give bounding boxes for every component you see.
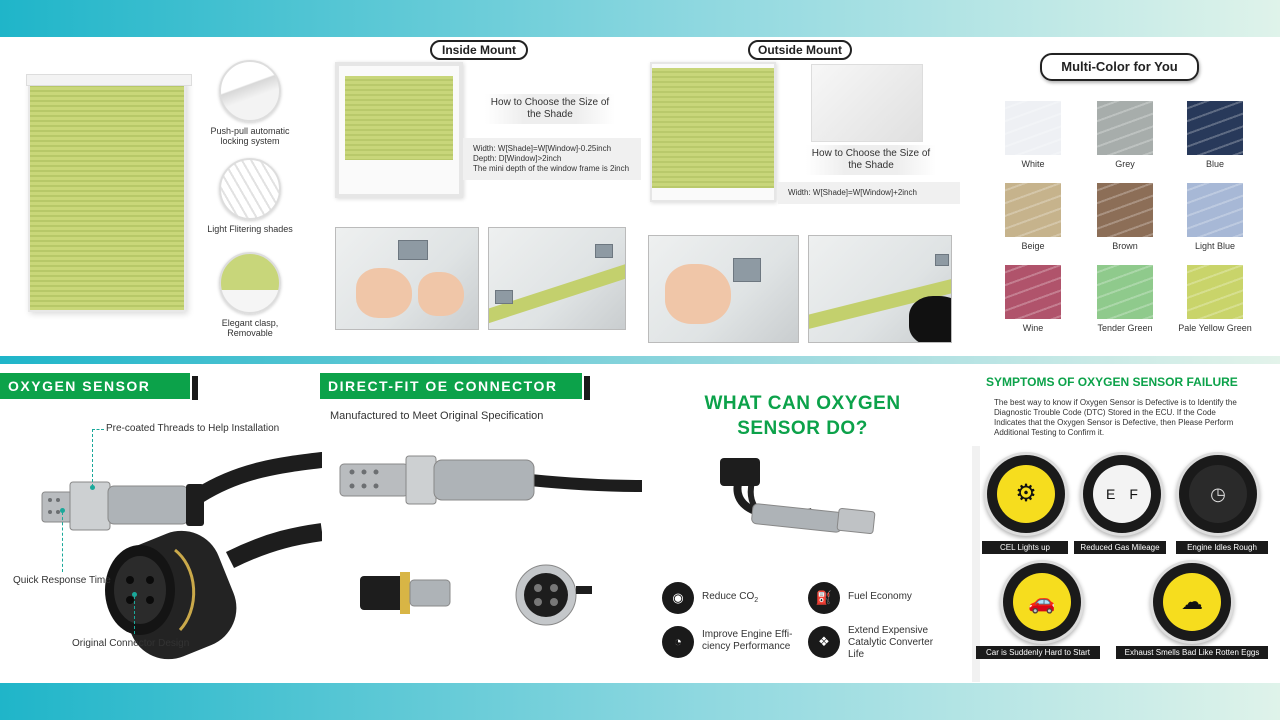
callout-dot <box>90 485 95 490</box>
catalytic-line2: Catalytic Converter <box>848 637 934 648</box>
co2-subscript: 2 <box>754 597 759 604</box>
callout-threads: Pre-coated Threads to Help Installation <box>106 423 280 434</box>
color-swatch-name: Blue <box>1205 159 1224 169</box>
callout-dot <box>60 508 65 513</box>
color-swatch <box>1097 183 1153 237</box>
direct-fit-illustration <box>330 440 642 650</box>
leader-line <box>92 429 104 430</box>
inside-formula <box>463 138 641 180</box>
color-swatch <box>1187 101 1243 155</box>
inside-shade <box>345 76 453 160</box>
callout-response: Quick Response Time <box>13 575 111 586</box>
inside-formula-note: The mini depth of the window frame is 2inch <box>473 164 630 173</box>
what-can-title-line2: SENSOR DO? <box>737 418 868 439</box>
direct-fit-tag: DIRECT-FIT OE CONNECTOR <box>320 373 582 399</box>
feature-light-filtering <box>200 158 300 234</box>
leader-line <box>92 429 93 487</box>
feature-label: Elegant clasp, Removable <box>221 318 279 338</box>
color-swatch <box>1097 265 1153 319</box>
color-swatch-name: Beige <box>1021 241 1045 251</box>
inside-howto: How to Choose the Size of the Shade <box>485 94 615 124</box>
color-swatch-name: Brown <box>1112 241 1138 251</box>
symptoms-description: The best way to know if Oxygen Sensor is Defective is to Identify the Diagnostic Trouble Code (DTC) Stored in the ECU. If the Code Indicates that the Oxygen Sensor is Defective, then Please Perform Additional Testing to Confirm it. <box>994 398 1237 437</box>
direct-fit-subtitle: Manufactured to Meet Original Specification <box>330 410 544 422</box>
bracket-closeup-photo <box>811 64 923 142</box>
color-swatch-name: Pale Yellow Green <box>1178 323 1252 333</box>
outside-mount-window <box>650 62 776 202</box>
color-swatch <box>1187 265 1243 319</box>
engine-efficiency-line2: ciency Performance <box>702 641 791 652</box>
tachometer-icon: ◷ <box>1176 452 1260 536</box>
converter-icon: ❖ <box>808 626 840 658</box>
color-swatch-name: White <box>1021 159 1045 169</box>
engine-efficiency-line1: Improve Engine Effi- <box>702 629 793 640</box>
symptom-idles-rough: Engine Idles Rough <box>1176 541 1268 554</box>
leader-line <box>62 512 63 572</box>
feature-push-pull <box>200 60 300 146</box>
symptom-gas-mileage: Reduced Gas Mileage <box>1074 541 1166 554</box>
outside-shade <box>652 68 774 188</box>
reduce-co2-label: Reduce CO <box>702 591 755 602</box>
outside-formula: Width: W[Shade]=W[Window]+2inch <box>778 182 960 204</box>
callout-dot <box>132 592 137 597</box>
color-swatch <box>1005 183 1061 237</box>
inside-formula-width: Width: W[Shade]=W[Window]-0.25inch <box>473 144 612 153</box>
inside-mount-title: Inside Mount <box>430 40 528 60</box>
color-swatch-name: Wine <box>1022 323 1044 333</box>
outside-howto: How to Choose the Size of the Shade <box>806 145 936 175</box>
feature-label: Light Flitering shades <box>207 224 293 234</box>
color-swatch <box>1005 101 1061 155</box>
feature-clasp <box>200 252 300 338</box>
sensor-product-photo <box>712 452 882 562</box>
inside-formula-depth: Depth: D[Window]>2inch <box>473 154 562 163</box>
install-photo-2 <box>488 227 626 330</box>
feature-engine-efficiency <box>702 629 792 653</box>
callout-connector: Original Connector Design <box>72 638 190 649</box>
color-swatch <box>1097 101 1153 155</box>
outside-mount-title: Outside Mount <box>748 40 852 60</box>
smell-icon: ☁ <box>1150 560 1234 644</box>
rail-icon <box>219 60 281 122</box>
car-co2-icon: ◉ <box>662 582 694 614</box>
catalytic-line3: Life <box>848 649 865 660</box>
what-can-title-line1: WHAT CAN OXYGEN <box>704 393 901 414</box>
catalytic-line1: Extend Expensive <box>848 625 929 636</box>
color-swatch-name: Light Blue <box>1194 241 1236 251</box>
symptom-rotten-eggs: Exhaust Smells Bad Like Rotten Eggs <box>1116 646 1268 659</box>
top-banner <box>0 0 1280 37</box>
feature-reduce-co2 <box>702 591 758 607</box>
install-photo-3 <box>648 235 799 343</box>
symptom-hard-to-start: Car is Suddenly Hard to Start <box>976 646 1100 659</box>
install-photo-4 <box>808 235 952 343</box>
gauge-icon: ◔ <box>662 626 694 658</box>
install-photo-1 <box>335 227 479 330</box>
feature-catalytic-converter <box>848 625 933 661</box>
multicolor-title: Multi-Color for You <box>1040 53 1199 81</box>
what-can-title <box>690 391 915 441</box>
leader-line <box>134 596 135 634</box>
car-icon: 🚗 <box>1000 560 1084 644</box>
color-swatch-name: Tender Green <box>1097 323 1153 333</box>
fuel-pump-icon: ⛽ <box>808 582 840 614</box>
honeycomb-icon <box>219 158 281 220</box>
oxygen-sensor-tag: OXYGEN SENSOR <box>0 373 190 399</box>
inside-mount-window <box>335 62 463 198</box>
feature-label: Push-pull automatic locking system <box>210 126 290 146</box>
clasp-icon <box>219 252 281 314</box>
fuel-gauge-icon: E F <box>1080 452 1164 536</box>
feature-fuel-economy: Fuel Economy <box>848 591 912 602</box>
color-swatch <box>1005 265 1061 319</box>
engine-light-icon: ⚙ <box>984 452 1068 536</box>
symptoms-title: SYMPTOMS OF OXYGEN SENSOR FAILURE <box>986 375 1238 389</box>
color-swatch-name: Grey <box>1115 159 1135 169</box>
middle-divider <box>0 356 1280 364</box>
symptom-cel: CEL Lights up <box>982 541 1068 554</box>
color-swatch <box>1187 183 1243 237</box>
cellular-shade-product <box>28 80 186 312</box>
bottom-banner <box>0 683 1280 720</box>
